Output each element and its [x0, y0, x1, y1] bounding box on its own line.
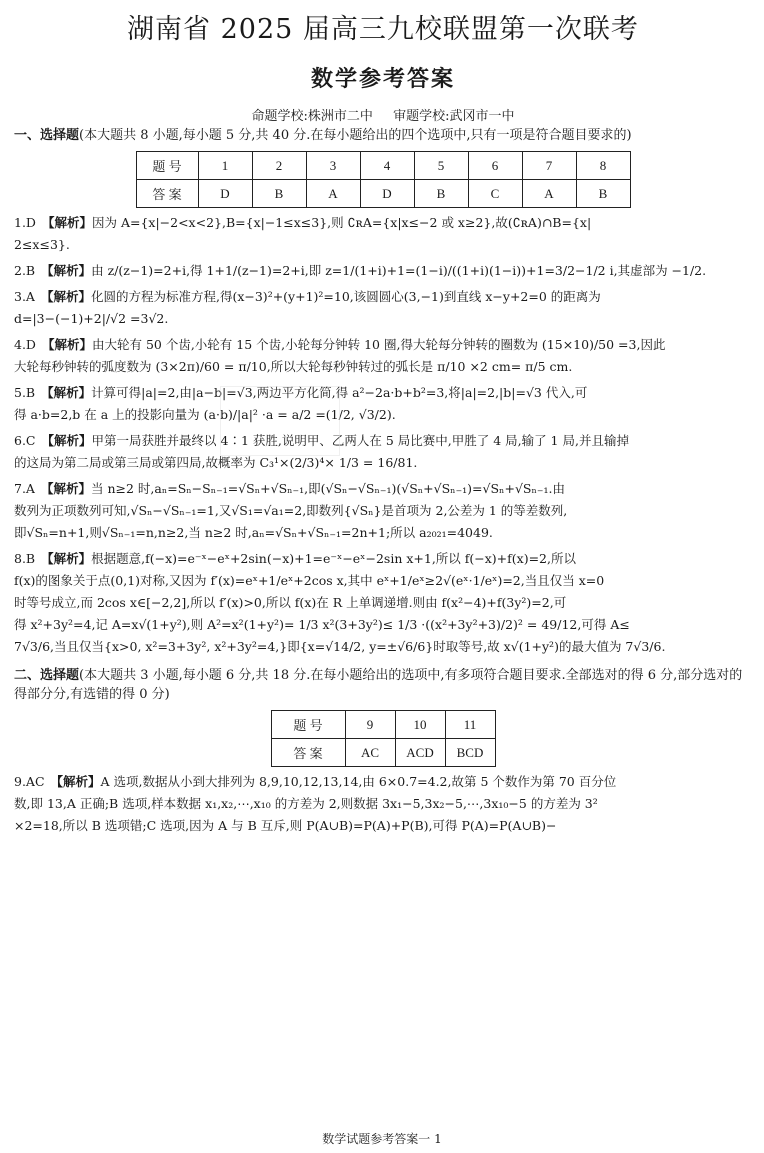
- solution-line: [14, 234, 752, 256]
- analysis-tag: 【解析】: [40, 481, 91, 496]
- table-row-answers: [271, 739, 495, 767]
- section-1-heading: 一、选择题: [14, 128, 80, 143]
- solution-item: [14, 382, 752, 426]
- question-number-cell: 2: [252, 152, 306, 180]
- solution-line: [14, 793, 752, 815]
- solution-line: [14, 452, 752, 474]
- solution-text: 的这局为第二局或第三局或第四局,故概率为 C₃¹×(2/3)⁴× 1/3 = 16/81.: [14, 455, 418, 470]
- question-id: 9.AC: [14, 774, 45, 789]
- question-id: 4.D: [14, 337, 36, 352]
- answer-cell: B: [252, 180, 306, 208]
- solution-text: f(x)的图象关于点(0,1)对称,又因为 f′(x)=eˣ+1/eˣ+2cos x,其中 eˣ+1/eˣ≥2√(eˣ·1/eˣ)=2,当且仅当 x=0: [14, 573, 605, 588]
- answer-cell: D: [360, 180, 414, 208]
- table-row-numbers: [271, 711, 495, 739]
- solution-line: [14, 570, 752, 592]
- analysis-tag: 【解析】: [41, 433, 92, 448]
- page-footer: 数学试题参考答案一 1: [322, 1132, 442, 1146]
- analysis-tag: 【解析】: [41, 385, 92, 400]
- solution-text: 计算可得|a|=2,由|a−b|=√3,两边平方化简,得 a²−2a·b+b²=3,将|a|=2,|b|=√3 代入,可: [91, 385, 588, 400]
- solution-text: 得 a·b=2,b 在 a 上的投影向量为 (a·b)/|a|² ·a = a/2 =(1/2, √3/2).: [14, 407, 396, 422]
- answer-table-2: [271, 710, 496, 767]
- question-id: 3.A: [14, 289, 35, 304]
- question-id: 6.C: [14, 433, 36, 448]
- question-number-cell: 6: [468, 152, 522, 180]
- answer-cell: A: [522, 180, 576, 208]
- section-1-note: (本大题共 8 小题,每小题 5 分,共 40 分.在每小题给出的四个选项中,只有一项是符合题目要求的): [79, 128, 632, 143]
- answer-cell: B: [414, 180, 468, 208]
- solution-line: [14, 334, 752, 356]
- solution-line: [14, 430, 752, 452]
- solution-line: [14, 771, 752, 793]
- section-1-header: [14, 126, 752, 145]
- solution-line: [14, 815, 752, 837]
- solution-item: [14, 478, 752, 544]
- question-number-cell: 4: [360, 152, 414, 180]
- question-number-cell: 1: [198, 152, 252, 180]
- solution-line: [14, 212, 752, 234]
- solutions-section-2: [14, 771, 752, 837]
- solution-line: [14, 522, 752, 544]
- solutions-section-1: [14, 212, 752, 658]
- solution-text: 由 z/(z−1)=2+i,得 1+1/(z−1)=2+i,即 z=1/(1+i)+1=(1−i)/((1+i)(1−i))+1=3/2−1/2 i,其虚部为 −1/2.: [91, 263, 707, 278]
- solution-text: 因为 A={x|−2<x<2},B={x|−1≤x≤3},则 ∁ʀA={x|x≤−2 或 x≥2},故(∁ʀA)∩B={x|: [91, 215, 592, 230]
- row-label-answer: 答 案: [271, 739, 345, 767]
- reviewer-school: 审题学校:武冈市一中: [393, 109, 515, 124]
- question-id: 7.A: [14, 481, 35, 496]
- analysis-tag: 【解析】: [40, 289, 91, 304]
- solution-line: [14, 592, 752, 614]
- answer-cell: BCD: [445, 739, 495, 767]
- question-number-cell: 8: [576, 152, 630, 180]
- section-2-heading: 二、选择题: [14, 668, 80, 683]
- solution-item: [14, 771, 752, 837]
- answer-table-1: [136, 151, 631, 208]
- solution-item: [14, 286, 752, 330]
- solution-line: [14, 500, 752, 522]
- solution-line: [14, 548, 752, 570]
- analysis-tag: 【解析】: [41, 263, 92, 278]
- section-2-header: [14, 666, 752, 704]
- watermark-stamp: [220, 386, 340, 456]
- question-id: 5.B: [14, 385, 36, 400]
- solution-text: 7√3/6,当且仅当{x>0, x²=3+3y², x²+3y²=4,}即{x=√14/2, y=±√6/6}时取等号,故 x√(1+y²)的最大值为 7√3/6.: [14, 639, 666, 654]
- solution-text: 由大轮有 50 个齿,小轮有 15 个齿,小轮每分钟转 10 圈,得大轮每分钟转的圈数为 (15×10)/50 =3,因此: [91, 337, 666, 352]
- answer-cell: D: [198, 180, 252, 208]
- question-id: 1.D: [14, 215, 36, 230]
- solution-line: [14, 478, 752, 500]
- answer-cell: A: [306, 180, 360, 208]
- question-number-cell: 9: [345, 711, 395, 739]
- solution-text: d=|3−(−1)+2|/√2 =3√2.: [14, 311, 169, 326]
- row-label-number: 题 号: [136, 152, 198, 180]
- solution-text: 数列为正项数列可知,√Sₙ−√Sₙ₋₁=1,又√S₁=√a₁=2,即数列{√Sₙ}是首项为 2,公差为 1 的等差数列,: [14, 503, 568, 518]
- row-label-number: 题 号: [271, 711, 345, 739]
- solution-line: [14, 260, 752, 282]
- page-title: 湖南省 2025 届高三九校联盟第一次联考: [127, 14, 639, 45]
- solution-text: 化圆的方程为标准方程,得(x−3)²+(y+1)²=10,该圆圆心(3,−1)到直线 x−y+2=0 的距离为: [90, 289, 601, 304]
- question-number-cell: 11: [445, 711, 495, 739]
- solution-text: 即√Sₙ=n+1,则√Sₙ₋₁=n,n≥2,当 n≥2 时,aₙ=√Sₙ+√Sₙ₋₁=2n+1;所以 a₂₀₂₁=4049.: [14, 525, 493, 540]
- solution-text: 数,即 13,A 正确;B 选项,样本数据 x₁,x₂,⋯,x₁₀ 的方差为 2,则数据 3x₁−5,3x₂−5,⋯,3x₁₀−5 的方差为 3²: [14, 796, 598, 811]
- question-number-cell: 3: [306, 152, 360, 180]
- table-row-numbers: [136, 152, 630, 180]
- solution-text: 得 x²+3y²=4,记 A=x√(1+y²),则 A²=x²(1+y²)= 1/3 x²(3+3y²)≤ 1/3 ·((x²+3y²+3)/2)² = 49/12,可得 A≤: [14, 617, 630, 632]
- question-id: 2.B: [14, 263, 36, 278]
- solution-line: [14, 614, 752, 636]
- question-number-cell: 5: [414, 152, 468, 180]
- solution-line: [14, 356, 752, 378]
- question-id: 8.B: [14, 551, 36, 566]
- solution-text: A 选项,数据从小到大排列为 8,9,10,12,13,14,由 6×0.7=4.2,故第 5 个数作为第 70 百分位: [100, 774, 617, 789]
- solution-text: 大轮每秒钟转的弧度数为 (3×2π)/60 = π/10,所以大轮每秒钟转过的弧长是 π/10 ×2 cm= π/5 cm.: [14, 359, 573, 374]
- credits-line: [14, 108, 752, 126]
- solution-text: 甲第一局获胜并最终以 4∶1 获胜,说明甲、乙两人在 5 局比赛中,甲胜了 4 局,输了 1 局,并且输掉: [91, 433, 629, 448]
- setter-school: 命题学校:株洲市二中: [251, 109, 373, 124]
- solution-text: 当 n≥2 时,aₙ=Sₙ−Sₙ₋₁=√Sₙ+√Sₙ₋₁,即(√Sₙ−√Sₙ₋₁)(√Sₙ+√Sₙ₋₁)=√Sₙ+√Sₙ₋₁.由: [90, 481, 565, 496]
- solution-item: [14, 430, 752, 474]
- section-2-note: (本大题共 3 小题,每小题 6 分,共 18 分.在每小题给出的选项中,有多项符合题目要求.全部选对的得 6 分,部分选对的得部分分,有选错的得 0 分): [14, 668, 743, 702]
- solution-text: 根据题意,f(−x)=e⁻ˣ−eˣ+2sin(−x)+1=e⁻ˣ−eˣ−2sin x+1,所以 f(−x)+f(x)=2,所以: [91, 551, 576, 566]
- solution-text: 2≤x≤3}.: [14, 237, 70, 252]
- solution-line: [14, 404, 752, 426]
- solution-line: [14, 636, 752, 658]
- solution-line: [14, 382, 752, 404]
- analysis-tag: 【解析】: [41, 551, 92, 566]
- solution-text: ×2=18,所以 B 选项错;C 选项,因为 A 与 B 互斥,则 P(A∪B)=P(A)+P(B),可得 P(A)=P(A∪B)−: [14, 818, 557, 833]
- row-label-answer: 答 案: [136, 180, 198, 208]
- answer-cell: B: [576, 180, 630, 208]
- solution-item: [14, 260, 752, 282]
- analysis-tag: 【解析】: [41, 215, 92, 230]
- answer-cell: ACD: [395, 739, 445, 767]
- analysis-tag: 【解析】: [50, 774, 101, 789]
- question-number-cell: 10: [395, 711, 445, 739]
- solution-line: [14, 308, 752, 330]
- solution-item: [14, 548, 752, 658]
- table-row-answers: [136, 180, 630, 208]
- page-subtitle: 数学参考答案: [310, 66, 455, 92]
- solution-item: [14, 334, 752, 378]
- solution-item: [14, 212, 752, 256]
- analysis-tag: 【解析】: [41, 337, 92, 352]
- solution-text: 时等号成立,而 2cos x∈[−2,2],所以 f′(x)>0,所以 f(x)在 R 上单调递增.则由 f(x²−4)+f(3y²)=2,可: [14, 595, 567, 610]
- solution-line: [14, 286, 752, 308]
- answer-cell: AC: [345, 739, 395, 767]
- answer-cell: C: [468, 180, 522, 208]
- question-number-cell: 7: [522, 152, 576, 180]
